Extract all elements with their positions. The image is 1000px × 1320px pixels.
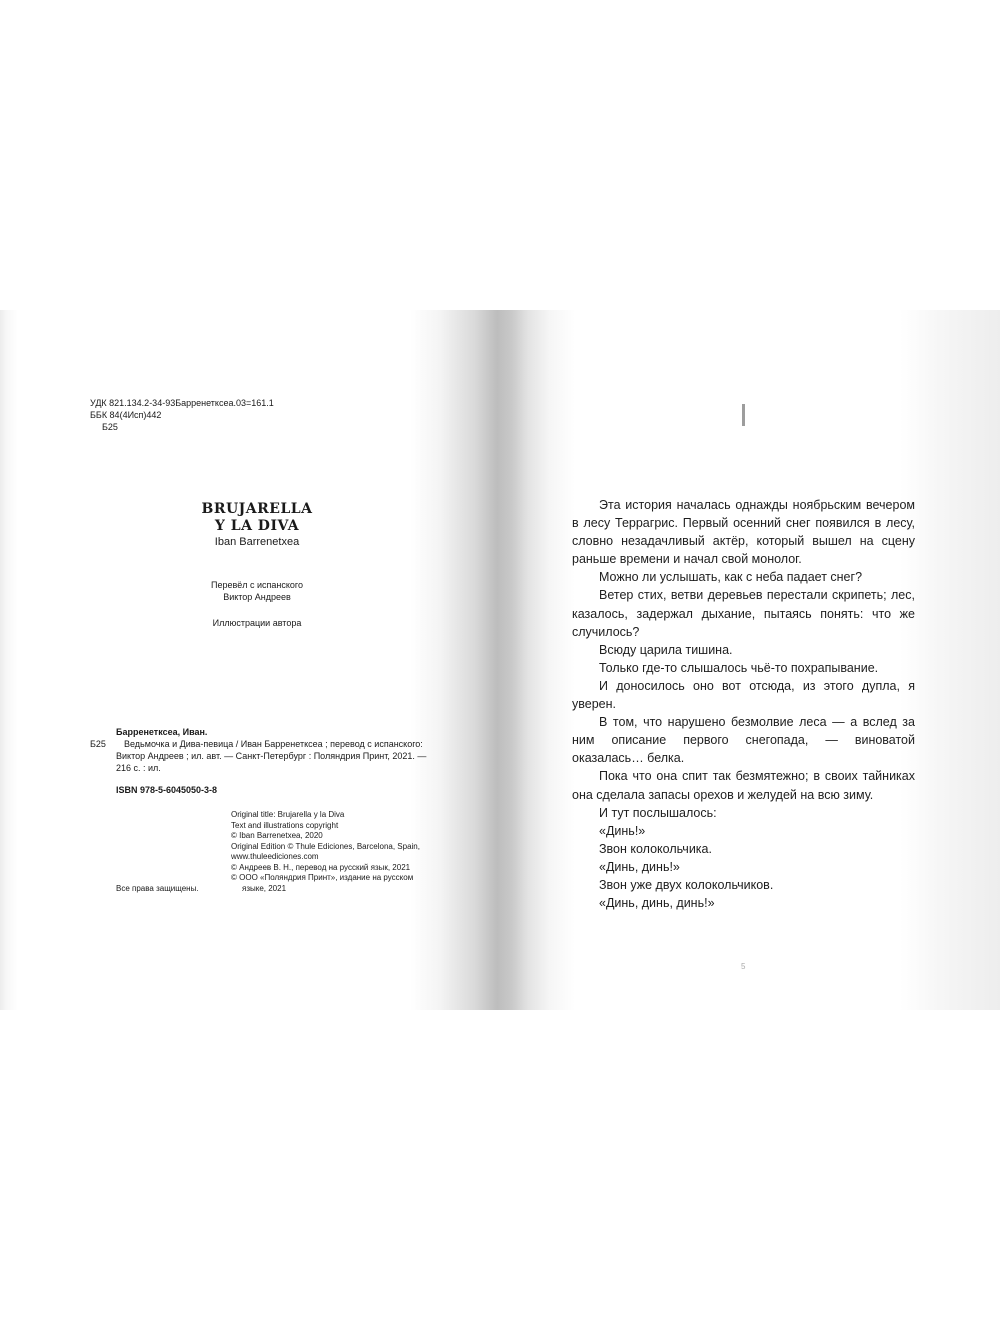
- chapter-marker: [742, 404, 745, 426]
- author-code: Б25: [102, 422, 118, 432]
- bib-author: Барренетксеа, Иван.: [116, 727, 208, 737]
- paragraph-3: Ветер стих, ветви деревьев перестали скрипеть; лес, казалось, задержал дыхание, пытаясь понять: что же случилось?: [572, 588, 915, 639]
- copyright-line-3: © Iban Barrenetxea, 2020: [231, 831, 323, 840]
- bib-line-1: Ведьмочка и Дива-певица / Иван Барренетксеа ; перевод с испанского:: [124, 739, 423, 749]
- copyright-line-6: © Андреев В. Н., перевод на русский язык, 2021: [231, 862, 411, 872]
- paragraph-12: «Динь, динь!»: [599, 859, 680, 874]
- bib-line-3: 216 с. : ил.: [116, 763, 161, 773]
- copyright-line-8: языке, 2021: [242, 883, 287, 893]
- paragraph-2: Можно ли услышать, как с неба падает снег?: [599, 570, 863, 585]
- all-rights-reserved: Все права защищены.: [116, 884, 199, 893]
- paragraph-4: Всюду царила тишина.: [599, 642, 733, 657]
- isbn: ISBN 978-5-6045050-3-8: [116, 785, 218, 795]
- bbk-code: ББК 84(4Исп)442: [90, 410, 162, 420]
- paragraph-14: «Динь, динь, динь!»: [599, 896, 715, 911]
- paragraph-5: Только где-то слышалось чьё-то похрапывание.: [599, 660, 879, 675]
- copyright-line-4: Original Edition © Thule Ediciones, Barcelona, Spain,: [231, 841, 420, 851]
- translated-from: Перевёл с испанского: [210, 580, 304, 590]
- udk-code: УДК 821.134.2-34-93Барренетксеа.03=161.1: [90, 398, 274, 408]
- copyright-line-5: www.thuleediciones.com: [231, 852, 319, 861]
- copyright-block: [231, 810, 431, 894]
- book-author: Iban Barrenetxea: [214, 536, 300, 548]
- chapter-marker-label: [742, 404, 745, 426]
- bib-code: Б25: [90, 739, 106, 749]
- bib-description: [116, 738, 436, 774]
- paragraph-6: И доносилось оно вот отсюда, из этого дупла, я уверен.: [572, 678, 915, 712]
- catalog-block: [90, 397, 274, 433]
- copyright-line-2: Text and illustrations copyright: [231, 820, 339, 830]
- translator-name: Виктор Андреев: [223, 592, 291, 602]
- chapter-text: [572, 496, 915, 912]
- illustrations-credit: Иллюстрации автора: [212, 618, 302, 628]
- paragraph-11: Звон колокольчика.: [599, 841, 712, 856]
- paragraph-8: Пока что она спит так безмятежно; в своих тайниках она сделала запасы орехов и желудей на всю зиму.: [572, 769, 915, 802]
- paragraph-10: «Динь!»: [599, 823, 646, 838]
- paragraph-13: Звон уже двух колокольчиков.: [599, 877, 774, 892]
- paragraph-1: Эта история началась однажды ноябрьским вечером в лесу Террагрис. Первый осенний снег появился в лесу, словно незадачливый актёр, который вышел на сцену раньше времени и начал свой монолог.: [572, 498, 915, 567]
- book-title-block: [157, 501, 357, 549]
- book-spread: [0, 310, 1000, 1010]
- copyright-line-1: Original title: Brujarella y la Diva: [231, 810, 345, 819]
- page-number: 5: [741, 962, 746, 971]
- translator-block: [157, 579, 357, 603]
- copyright-line-7: © ООО «Поляндрия Принт», издание на русском: [231, 873, 414, 882]
- book-title-line-1: BRUJARELLA: [201, 501, 313, 517]
- book-title-line-2: Y LA DIVA: [214, 518, 300, 534]
- bib-line-2: Виктор Андреев ; ил. авт. — Санкт-Петербург : Поляндрия Принт, 2021. —: [116, 751, 427, 761]
- paragraph-7: В том, что нарушено безмолвие леса — а вслед за ним описание первого снегопада, — виноватой оказалась… белка.: [572, 715, 915, 766]
- paragraph-9: И тут послышалось:: [599, 805, 717, 820]
